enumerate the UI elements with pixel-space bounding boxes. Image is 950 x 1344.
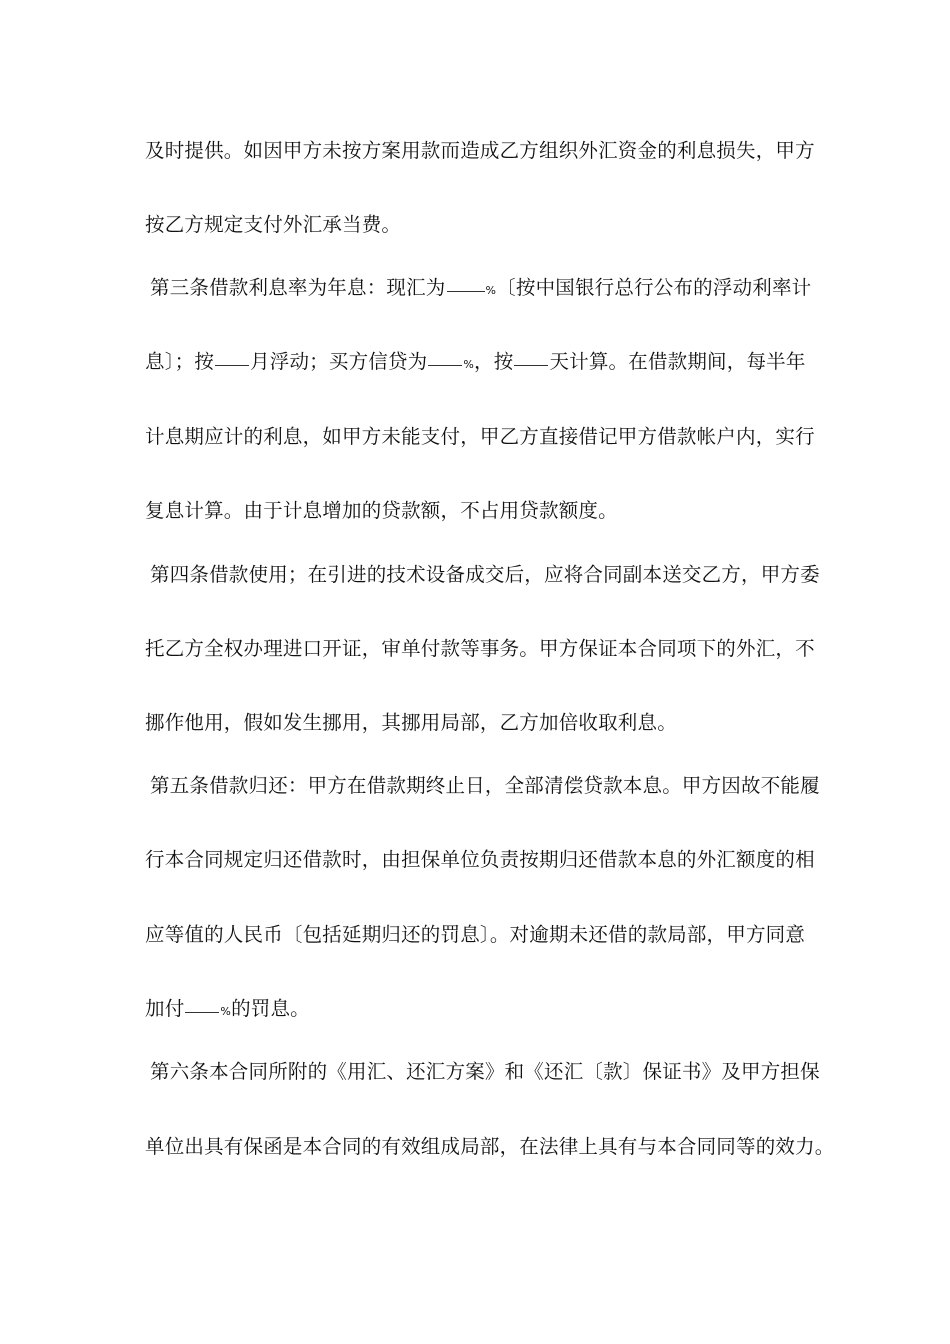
text-line-content: 行本合同规定归还借款时，由担保单位负责按期归还借款本息的外汇额度的相 bbox=[145, 848, 815, 871]
percent-sign: % bbox=[220, 1005, 232, 1018]
percent-sign: % bbox=[485, 284, 497, 297]
text-line-content: 第六条本合同所附的《用汇、还汇方案》和《还汇〔款〕保证书》及甲方担保 bbox=[150, 1060, 820, 1083]
text-segment: 第三条借款利息率为年息：现汇为 bbox=[150, 276, 446, 299]
article-4-heading-line bbox=[150, 561, 820, 589]
text-line-content: 按乙方规定支付外汇承当费。 bbox=[145, 213, 402, 236]
text-line-content: 计息期应计的利息，如甲方未能支付，甲乙方直接借记甲方借款帐户内，实行 bbox=[145, 425, 815, 448]
article-3-heading-line bbox=[150, 274, 820, 305]
text-segment: 加付 bbox=[145, 997, 185, 1020]
text-segment: ，按 bbox=[474, 350, 514, 373]
text-line-content: 及时提供。如因甲方未按方案用款而造成乙方组织外汇资金的利息损失，甲方 bbox=[145, 139, 815, 162]
text-line bbox=[145, 497, 815, 525]
text-line-content: 应等值的人民币〔包括延期归还的罚息〕。对逾期未还借的款局部，甲方同意 bbox=[145, 923, 806, 946]
text-line bbox=[145, 846, 815, 874]
text-line-content: 单位出具有保函是本合同的有效组成局部，在法律上具有与本合同同等的效力。 bbox=[145, 1135, 835, 1158]
text-line bbox=[145, 211, 815, 239]
text-line bbox=[145, 635, 815, 663]
text-line bbox=[145, 423, 815, 451]
text-line-content: 托乙方全权办理进口开证，审单付款等事务。甲方保证本合同项下的外汇，不 bbox=[145, 637, 815, 660]
text-segment: 月浮动；买方信贷为 bbox=[250, 350, 428, 373]
text-segment: 的罚息。 bbox=[231, 997, 310, 1020]
percent-sign: % bbox=[463, 358, 475, 371]
text-line-content: 复息计算。由于计息增加的贷款额，不占用贷款额度。 bbox=[145, 499, 618, 522]
fill-in-blank bbox=[185, 1011, 219, 1013]
text-line bbox=[145, 1133, 835, 1161]
text-line bbox=[145, 137, 815, 165]
text-line bbox=[145, 921, 815, 949]
article-6-heading-line bbox=[150, 1058, 820, 1086]
fill-in-blank bbox=[447, 290, 485, 292]
text-line-content: 第五条借款归还：甲方在借款期终止日，全部清偿贷款本息。甲方因故不能履 bbox=[150, 774, 820, 797]
text-line bbox=[145, 348, 815, 379]
text-segment: 天计算。在借款期间，每半年 bbox=[549, 350, 806, 373]
text-line bbox=[145, 995, 815, 1026]
fill-in-blank bbox=[215, 364, 249, 366]
text-segment: 〔按中国银行总行公布的浮动利率计 bbox=[496, 276, 812, 299]
text-line-content: 挪作他用，假如发生挪用，其挪用局部，乙方加倍收取利息。 bbox=[145, 711, 677, 734]
text-line bbox=[145, 709, 815, 737]
fill-in-blank bbox=[428, 364, 462, 366]
text-line-content: 第四条借款使用；在引进的技术设备成交后，应将合同副本送交乙方，甲方委 bbox=[150, 563, 820, 586]
fill-in-blank bbox=[514, 364, 548, 366]
article-5-heading-line bbox=[150, 772, 820, 800]
text-segment: 息〕；按 bbox=[145, 350, 215, 373]
